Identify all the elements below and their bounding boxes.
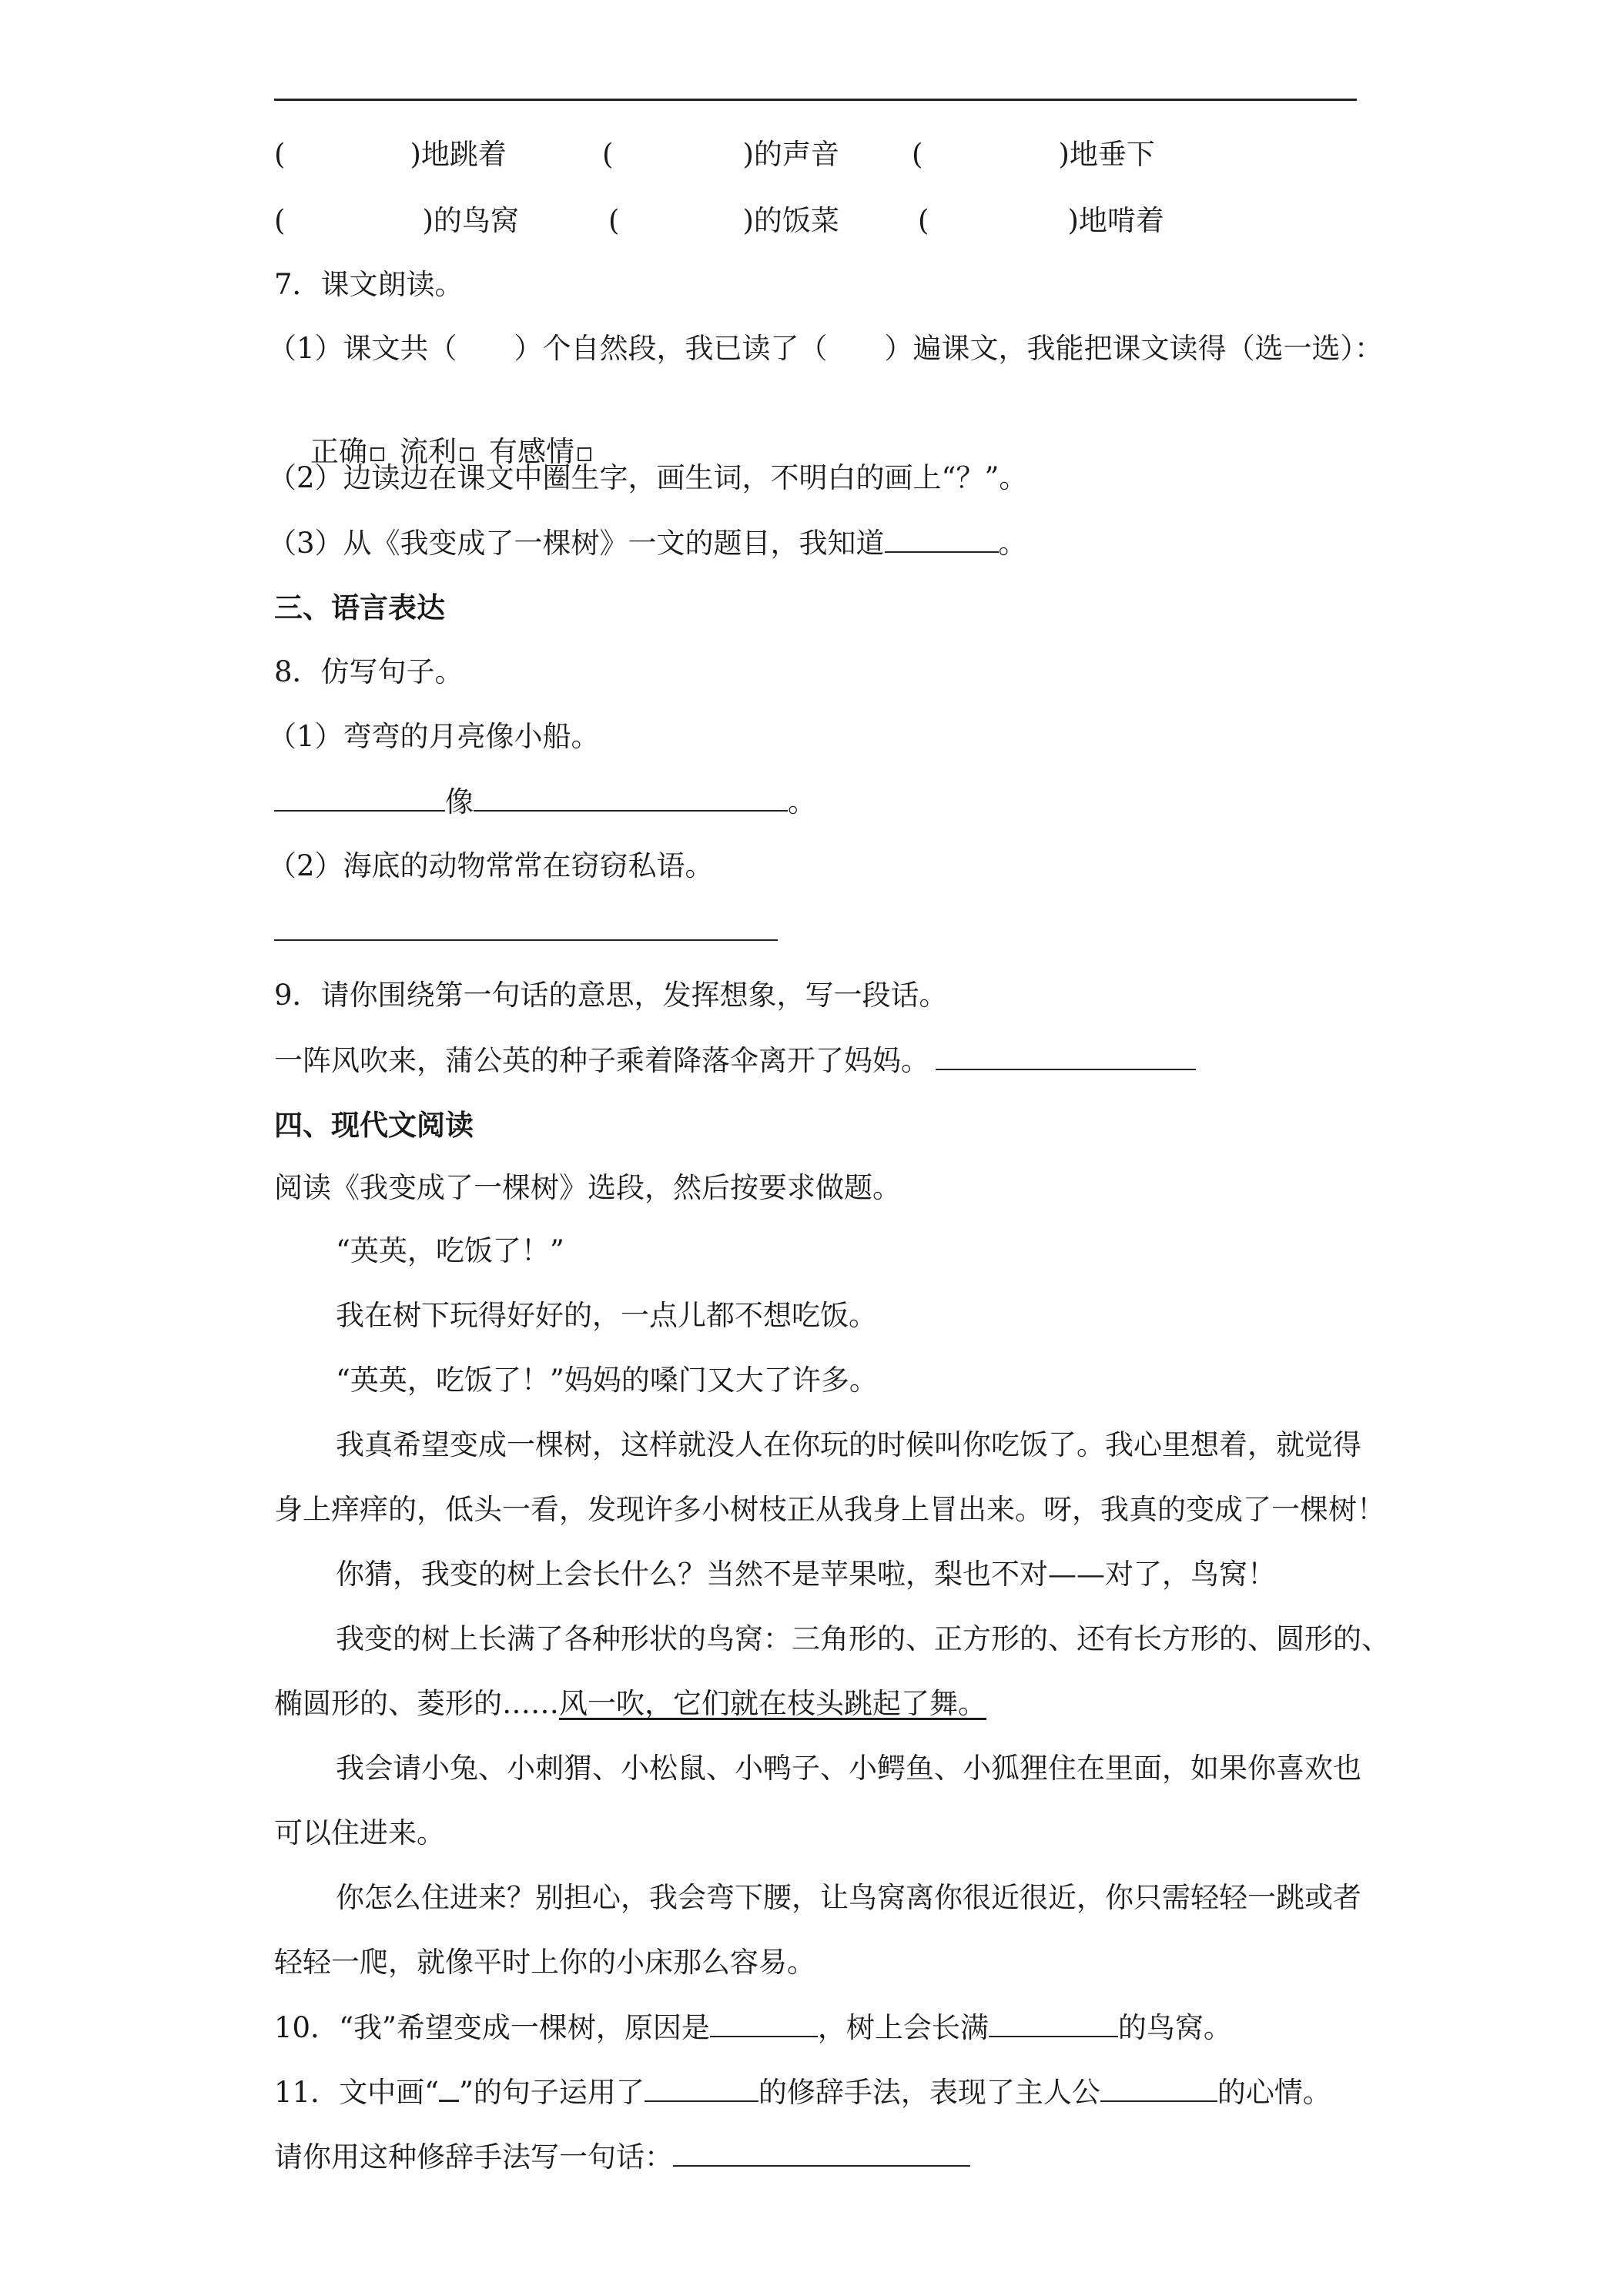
q8-end: 。 — [788, 785, 816, 818]
q8-part2-blank[interactable] — [274, 912, 778, 941]
q6-item-6-text: )地啃着 — [1067, 204, 1164, 237]
reading-line-12: 轻轻一爬，就像平时上你的小床那么容易。 — [274, 1946, 815, 1979]
q11 — [274, 2073, 1331, 2112]
q11-blank-mood[interactable] — [1100, 2073, 1217, 2102]
option-fluent: 流利 — [400, 435, 457, 468]
q11-text-c: 的修辞手法，表现了主人公 — [758, 2076, 1100, 2109]
q7-title: 7．课文朗读。 — [274, 268, 464, 301]
reading-intro: 阅读《我变成了一棵树》选段，然后按要求做题。 — [274, 1171, 901, 1204]
q10 — [274, 2008, 1232, 2047]
reading-line-7: 我变的树上长满了各种形状的鸟窝：三角形的、正方形的、还有长方形的、圆形的、 — [336, 1622, 1390, 1655]
open-paren: ( — [274, 138, 286, 171]
reading-line-1: “英英，吃饭了！” — [336, 1234, 564, 1267]
reading-line-9: 我会请小兔、小刺猬、小松鼠、小鸭子、小鳄鱼、小狐狸住在里面，如果你喜欢也 — [336, 1752, 1361, 1785]
open-paren: ( — [918, 204, 929, 237]
q8-title: 8．仿写句子。 — [274, 655, 464, 688]
section-4-heading: 四、现代文阅读 — [274, 1108, 474, 1142]
q8-part1: （1）弯弯的月亮像小船。 — [268, 720, 600, 753]
q10-blank-nests[interactable] — [989, 2008, 1118, 2037]
q8-blank-object[interactable] — [474, 782, 788, 812]
q10-text-c: 的鸟窝。 — [1117, 2011, 1232, 2044]
q10-blank-reason[interactable] — [710, 2008, 818, 2037]
reading-line-2: 我在树下玩得好好的，一点儿都不想吃饭。 — [336, 1299, 877, 1332]
option-correct: 正确 — [310, 435, 368, 468]
q7-part3-end: 。 — [998, 527, 1027, 560]
q7-part2: （2）边读边在课文中圈生字，画生词，不明白的画上“？”。 — [268, 461, 1028, 494]
open-paren: ( — [912, 138, 923, 171]
q7-part3 — [268, 524, 1027, 563]
q9-title: 9．请你围绕第一句话的意思，发挥想象，写一段话。 — [274, 979, 948, 1012]
q6-item-4-text: )的鸟窝 — [422, 204, 519, 237]
reading-line-3: “英英，吃饭了！”妈妈的嗓门又大了许多。 — [336, 1364, 878, 1397]
q6-item-4 — [274, 202, 519, 240]
reading-line-4: 我真希望变成一棵树，这样就没人在你玩的时候叫你吃饭了。我心里想着，就觉得 — [336, 1428, 1361, 1461]
q11-text-b: ”的句子运用了 — [459, 2076, 645, 2109]
q11-text-d: 的心情。 — [1217, 2076, 1331, 2109]
q7-part3-blank[interactable] — [885, 524, 999, 553]
q8-part2-answer — [274, 912, 778, 951]
underlined-sentence: 风一吹，它们就在枝头跳起了舞。 — [559, 1687, 986, 1720]
q9-prompt-text: 一阵风吹来，蒲公英的种子乘着降落伞离开了妈妈。 — [274, 1044, 929, 1077]
q10-text-a: 10．“我”希望变成一棵树，原因是 — [274, 2011, 710, 2044]
reading-line-8 — [274, 1685, 986, 1723]
reading-line-5: 身上痒痒的，低头一看，发现许多小树枝正从我身上冒出来。呀，我真的变成了一棵树！ — [274, 1493, 1385, 1526]
q6-item-1-text: )地跳着 — [410, 138, 507, 171]
reading-line-10: 可以住进来。 — [274, 1816, 445, 1849]
q6-item-1 — [274, 136, 507, 174]
open-paren: ( — [602, 138, 614, 171]
underline-mark — [439, 2077, 459, 2102]
reading-line-11: 你怎么住进来？别担心，我会弯下腰，让鸟窝离你很近很近，你只需轻轻一跳或者 — [336, 1881, 1361, 1914]
q11-blank-rhetoric[interactable] — [645, 2073, 758, 2102]
reading-line-8-text: 椭圆形的、菱形的…… — [274, 1687, 559, 1720]
q6-item-2-text: )的声音 — [742, 138, 839, 171]
open-paren: ( — [274, 204, 286, 237]
q11-text-a: 11．文中画“ — [274, 2076, 439, 2109]
q8-blank-subject[interactable] — [274, 782, 445, 812]
option-emotional: 有感情 — [489, 435, 575, 468]
q6-item-3 — [912, 136, 1155, 174]
reading-line-6: 你猜，我变的树上会长什么？当然不是苹果啦，梨也不对——对了，鸟窝！ — [336, 1558, 1276, 1591]
q11-write — [274, 2137, 970, 2177]
q11-blank-sentence[interactable] — [673, 2137, 970, 2167]
q6-item-2 — [602, 136, 839, 174]
open-paren: ( — [608, 204, 620, 237]
q7-part3-text: （3）从《我变成了一棵树》一文的题目，我知道 — [268, 527, 885, 560]
q7-part1: （1）课文共（ ）个自然段，我已读了（ ）遍课文，我能把课文读得（选一选）： — [268, 332, 1384, 365]
q6-item-5 — [608, 202, 839, 240]
q6-item-6 — [918, 202, 1164, 240]
q11-write-text: 请你用这种修辞手法写一句话： — [274, 2140, 673, 2174]
top-rule — [274, 99, 1357, 101]
q9-prompt — [274, 1041, 1196, 1080]
section-3-heading: 三、语言表达 — [274, 591, 445, 624]
q6-item-5-text: )的饭菜 — [742, 204, 839, 237]
q8-part2: （2）海底的动物常常在窃窃私语。 — [268, 849, 714, 882]
q9-blank[interactable] — [936, 1041, 1196, 1070]
q8-part1-answer — [274, 782, 816, 822]
q8-xiang: 像 — [445, 785, 474, 818]
q10-text-b: ，树上会长满 — [817, 2011, 989, 2044]
q6-item-3-text: )地垂下 — [1058, 138, 1155, 171]
